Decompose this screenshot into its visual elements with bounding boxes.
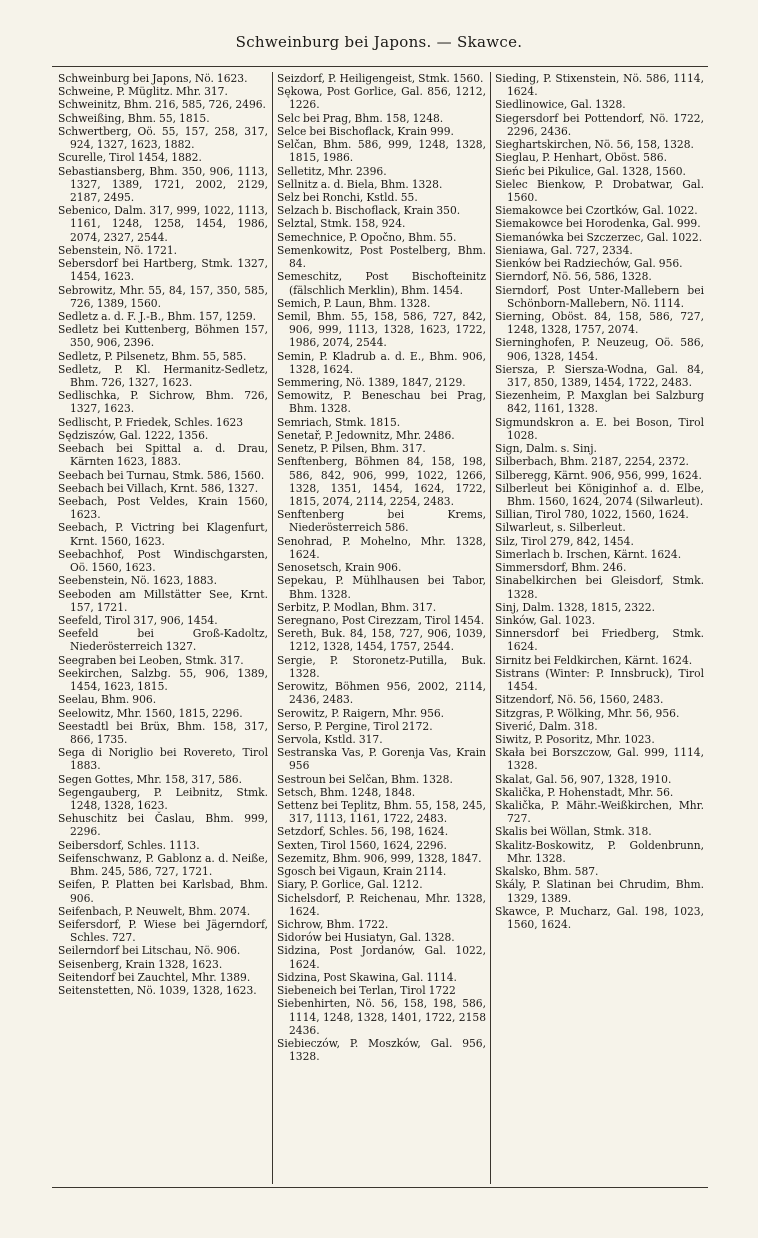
index-entry: Sebenico, Dalm. 317, 999, 1022, 1113, 1161, 1248, 1258, 1454, 1986, 2074, 2327, 2544. xyxy=(58,204,268,244)
index-entry: Silberbach, Bhm. 2187, 2254, 2372. xyxy=(495,455,689,469)
index-entry: Siersza, P. Siersza-Wodna, Gal. 84, 317, 850, 1389, 1454, 1722, 2483. xyxy=(495,362,704,390)
index-entry: Sienków bei Radziechów, Gal. 956. xyxy=(495,257,683,271)
index-entry: Sedletz, P. Kl. Hermanitz-Sedletz, Bhm. 726, 1327, 1623. xyxy=(58,362,268,390)
index-entry: Selzach b. Bischoflack, Krain 350. xyxy=(277,204,461,218)
column-1 xyxy=(54,72,272,1184)
index-entry: Skalsko, Bhm. 587. xyxy=(495,865,599,879)
index-entry: Sedletz, P. Pilsenetz, Bhm. 55, 585. xyxy=(58,349,247,363)
index-entry: Sergie, P. Storonetz-Putilla, Buk. 1328. xyxy=(277,653,486,680)
index-entry: Seelowitz, Mhr. 1560, 1815, 2296. xyxy=(58,706,243,720)
index-entry: Sirnitz bei Feldkirchen, Kärnt. 1624. xyxy=(495,653,693,667)
index-entry: Sinabelkirchen bei Gleisdorf, Stmk. 1328. xyxy=(495,574,704,601)
index-entry: Seebach bei Villach, Krnt. 586, 1327. xyxy=(58,481,259,495)
index-entry: Sinków, Gal. 1023. xyxy=(495,613,596,627)
index-entry: Seitenstetten, Nö. 1039, 1328, 1623. xyxy=(58,984,257,998)
index-entry: Skalis bei Wöllan, Stmk. 318. xyxy=(495,825,652,839)
index-entry: Sexten, Tirol 1560, 1624, 2296. xyxy=(277,838,447,852)
index-entry: Setzdorf, Schles. 56, 198, 1624. xyxy=(277,825,449,839)
index-entry: Sitzendorf, Nö. 56, 1560, 2483. xyxy=(495,693,664,707)
index-entry: Sieding, P. Stixenstein, Nö. 586, 1114, 1624. xyxy=(495,72,704,99)
index-entry: Seefeld, Tirol 317, 906, 1454. xyxy=(58,613,218,627)
index-entry: Sieghartskirchen, Nö. 56, 158, 1328. xyxy=(495,138,694,152)
index-entry: Sinnersdorf bei Friedberg, Stmk. 1624. xyxy=(495,627,704,654)
index-entry: Serbitz, P. Modlan, Bhm. 317. xyxy=(277,600,437,614)
index-entry: Seelau, Bhm. 906. xyxy=(58,693,157,707)
index-entry: Selc bei Prag, Bhm. 158, 1248. xyxy=(277,111,444,125)
index-entry: Sidorów bei Husiatyn, Gal. 1328. xyxy=(277,931,455,945)
index-entry: Sieńc bei Pikulice, Gal. 1328, 1560. xyxy=(495,164,686,178)
index-entry: Sierndorf, Post Unter-Mallebern bei Schönborn-Mallebern, Nö. 1114. xyxy=(495,283,704,310)
index-entry: Siemakowce bei Horodenka, Gal. 999. xyxy=(495,217,701,231)
index-entry: Seisenberg, Krain 1328, 1623. xyxy=(58,957,223,971)
index-entry: Seefeld bei Groß-Kadoltz, Niederösterreich 1327. xyxy=(58,627,268,654)
index-entry: Sedlischt, P. Friedek, Schles. 1623 xyxy=(58,415,244,429)
index-entry: Schweine, P. Müglitz. Mhr. 317. xyxy=(58,85,228,99)
index-entry: Seitendorf bei Zauchtel, Mhr. 1389. xyxy=(58,970,251,984)
index-entry: Sedletz a. d. F. J.-B., Bhm. 157, 1259. xyxy=(58,309,257,323)
index-entry: Sękowa, Post Gorlice, Gal. 856, 1212, 1226. xyxy=(277,85,486,112)
index-entry: Sistrans (Winter: P. Innsbruck), Tirol 1454. xyxy=(495,666,704,694)
index-entry: Sehuschitz bei Časlau, Bhm. 999, 2296. xyxy=(58,812,268,839)
index-entry: Seilerndorf bei Litschau, Nö. 906. xyxy=(58,944,241,958)
index-entry: Sitzgras, P. Wölking, Mhr. 56, 956. xyxy=(495,706,680,720)
index-entry: Sebenstein, Nö. 1721. xyxy=(58,243,178,257)
index-entry: Sedletz bei Kuttenberg, Böhmen 157, 350, 906, 2396. xyxy=(58,323,268,350)
index-entry: Segen Gottes, Mhr. 158, 317, 586. xyxy=(58,772,242,786)
index-entry: Sebersdorf bei Hartberg, Stmk. 1327, 1454, 1623. xyxy=(58,257,268,284)
index-entry: Semin, P. Kladrub a. d. E., Bhm. 906, 1328, 1624. xyxy=(277,349,486,376)
index-entry: Semeschitz, Post Bischofteinitz (fälschlich Merklin), Bhm. 1454. xyxy=(277,270,486,297)
index-entry: Sichelsdorf, P. Reichenau, Mhr. 1328, 1624. xyxy=(277,891,486,918)
index-entry: Siedlinowice, Gal. 1328. xyxy=(495,98,626,112)
index-entry: Schweißing, Bhm. 55, 1815. xyxy=(58,111,210,125)
index-entry: Sepekau, P. Mühlhausen bei Tabor, Bhm. 1328. xyxy=(277,574,486,601)
index-entry: Sellnitz a. d. Biela, Bhm. 1328. xyxy=(277,177,443,191)
index-entry: Sebrowitz, Mhr. 55, 84, 157, 350, 585, 726, 1389, 1560. xyxy=(58,283,268,310)
index-entry: Semenkowitz, Post Postelberg, Bhm. 84. xyxy=(277,243,486,271)
index-entry: Skalitz-Boskowitz, P. Goldenbrunn, Mhr. 1328. xyxy=(495,838,704,865)
index-entry: Skály, P. Slatinan bei Chrudim, Bhm. 1329, 1389. xyxy=(495,878,704,905)
index-entry: Sestranska Vas, P. Gorenja Vas, Krain 956 xyxy=(277,746,486,773)
index-entry: Serowitz, P. Raigern, Mhr. 956. xyxy=(277,706,445,720)
index-entry: Silz, Tirol 279, 842, 1454. xyxy=(495,534,634,548)
index-entry: Seebachhof, Post Windischgarsten, Oö. 1560, 1623. xyxy=(58,547,268,575)
index-entry: Semil, Bhm. 55, 158, 586, 727, 842, 906, 999, 1113, 1328, 1623, 1722, 1986, 2074, 2544. xyxy=(277,309,486,350)
index-entry: Seestadtl bei Brüx, Bhm. 158, 317, 866, 1735. xyxy=(58,719,268,746)
index-entry: Silwarleut, s. Silberleut. xyxy=(495,521,626,535)
index-entry: Skalička, P. Mähr.-Weißkirchen, Mhr. 727. xyxy=(495,799,704,826)
index-entry: Sierning, Oböst. 84, 158, 586, 727, 1248, 1328, 1757, 2074. xyxy=(495,309,704,337)
index-entry: Senftenberg bei Krems, Niederösterreich 586. xyxy=(277,508,486,535)
index-entry: Siary, P. Gorlice, Gal. 1212. xyxy=(277,878,423,892)
index-entry: Seebach bei Spittal a. d. Drau, Kärnten 1623, 1883. xyxy=(58,442,268,469)
index-entry: Settenz bei Teplitz, Bhm. 55, 158, 245, 317, 1113, 1161, 1722, 2483. xyxy=(277,799,486,826)
index-entry: Serowitz, Böhmen 956, 2002, 2114, 2436, 2483. xyxy=(277,680,486,707)
index-entry: Schweinburg bei Japons, Nö. 1623. xyxy=(58,72,248,85)
index-entry: Sichrow, Bhm. 1722. xyxy=(277,918,389,931)
index-entry: Seifenbach, P. Neuwelt, Bhm. 2074. xyxy=(58,904,251,918)
index-entry: Sielec Bienkow, P. Drobatwar, Gal. 1560. xyxy=(495,177,704,204)
header-rule xyxy=(52,66,708,67)
index-entry: Seebenstein, Nö. 1623, 1883. xyxy=(58,574,218,588)
footer-rule xyxy=(52,1187,708,1188)
index-entry: Skawce, P. Mucharz, Gal. 198, 1023, 1560, 1624. xyxy=(495,904,704,931)
index-entry: Seebach, P. Victring bei Klagenfurt, Krnt. 1560, 1623. xyxy=(58,521,268,548)
index-entry: Siebieczów, P. Moszków, Gal. 956, 1328. xyxy=(277,1036,486,1064)
index-entry: Seebach, Post Veldes, Krain 1560, 1623. xyxy=(58,495,268,522)
index-entry: Silberleut bei Königinhof a. d. Elbe, Bhm. 1560, 1624, 2074 (Silwarleut). xyxy=(495,481,704,508)
index-entry: Sieglau, P. Henhart, Oböst. 586. xyxy=(495,151,667,165)
index-entry: Siverić, Dalm. 318. xyxy=(495,719,598,733)
index-entry: Skalat, Gal. 56, 907, 1328, 1910. xyxy=(495,772,672,786)
index-entry: Scurelle, Tirol 1454, 1882. xyxy=(58,151,202,165)
index-entry: Sidzina, Post Skawina, Gal. 1114. xyxy=(277,970,457,984)
index-entry: Segengauberg, P. Leibnitz, Stmk. 1248, 1328, 1623. xyxy=(58,785,268,813)
index-entry: Sestroun bei Selčan, Bhm. 1328. xyxy=(277,772,453,786)
index-entry: Semich, P. Laun, Bhm. 1328. xyxy=(277,296,431,310)
index-entry: Senosetsch, Krain 906. xyxy=(277,561,402,575)
index-entry: Skalička, P. Hohenstadt, Mhr. 56. xyxy=(495,785,674,799)
index-entry: Sieniawa, Gal. 727, 2334. xyxy=(495,243,633,257)
index-entry: Siebeneich bei Terlan, Tirol 1722 xyxy=(277,984,456,998)
index-entry: Siemanówka bei Szczerzec, Gal. 1022. xyxy=(495,230,703,244)
index-entry: Servola, Kstld. 317. xyxy=(277,732,383,746)
index-entry: Sigmundskron a. E. bei Boson, Tirol 1028. xyxy=(495,415,704,442)
index-entry: Siwitz, P. Posoritz, Mhr. 1023. xyxy=(495,732,655,746)
index-entry: Selčan, Bhm. 586, 999, 1248, 1328, 1815, 1986. xyxy=(277,138,486,165)
index-entry: Sierndorf, Nö. 56, 586, 1328. xyxy=(495,270,652,284)
index-entry: Semechnice, P. Opočno, Bhm. 55. xyxy=(277,230,457,244)
index-entry: Senetař, P. Jedownitz, Mhr. 2486. xyxy=(277,428,455,442)
column-3 xyxy=(490,72,708,1184)
index-entry: Semowitz, P. Beneschau bei Prag, Bhm. 1328. xyxy=(277,389,486,416)
index-entry: Sillian, Tirol 780, 1022, 1560, 1624. xyxy=(495,508,689,522)
index-entry: Seizdorf, P. Heiligengeist, Stmk. 1560. xyxy=(277,72,484,85)
index-entry: Seekirchen, Salzbg. 55, 906, 1389, 1454, 1623, 1815. xyxy=(58,666,268,694)
index-entry: Serso, P. Pergine, Tirol 2172. xyxy=(277,719,433,733)
index-entry: Selz bei Ronchi, Kstld. 55. xyxy=(277,190,418,204)
index-entry: Skała bei Borszczow, Gal. 999, 1114, 1328. xyxy=(495,746,704,773)
index-entry: Siezenheim, P. Maxglan bei Salzburg 842, 1161, 1328. xyxy=(495,389,704,416)
index-entry: Seegraben bei Leoben, Stmk. 317. xyxy=(58,653,244,667)
index-entry: Sign, Dalm. s. Sinj. xyxy=(495,442,597,456)
index-entry: Seregnano, Post Cirezzam, Tirol 1454. xyxy=(277,613,485,627)
index-entry: Senohrad, P. Mohelno, Mhr. 1328, 1624. xyxy=(277,534,486,561)
index-entry: Setsch, Bhm. 1248, 1848. xyxy=(277,785,416,799)
index-entry: Seibersdorf, Schles. 1113. xyxy=(58,838,200,852)
index-entry: Simerlach b. Irschen, Kärnt. 1624. xyxy=(495,547,682,561)
index-entry: Schweinitz, Bhm. 216, 585, 726, 2496. xyxy=(58,98,266,112)
index-entry: Senetz, P. Pilsen, Bhm. 317. xyxy=(277,442,426,456)
index-entry: Sgosch bei Vigaun, Krain 2114. xyxy=(277,865,447,879)
index-entry: Sierninghofen, P. Neuzeug, Oö. 586, 906, 1328, 1454. xyxy=(495,336,704,363)
index-entry: Sedlischka, P. Sichrow, Bhm. 726, 1327, 1623. xyxy=(58,389,268,416)
index-entry: Silberegg, Kärnt. 906, 956, 999, 1624. xyxy=(495,468,702,482)
column-2 xyxy=(272,72,490,1184)
index-entry: Schwertberg, Oö. 55, 157, 258, 317, 924, 1327, 1623, 1882. xyxy=(58,124,268,152)
index-entry: Sezemitz, Bhm. 906, 999, 1328, 1847. xyxy=(277,851,482,865)
index-entry: Selztal, Stmk. 158, 924. xyxy=(277,217,406,231)
index-entry: Siebenhirten, Nö. 56, 158, 198, 586, 1114, 1248, 1328, 1401, 1722, 2158 2436. xyxy=(277,997,486,1037)
index-entry: Sinj, Dalm. 1328, 1815, 2322. xyxy=(495,600,656,614)
index-entry: Selce bei Bischoflack, Krain 999. xyxy=(277,124,454,138)
index-entry: Sidzina, Post Jordanów, Gal. 1022, 1624. xyxy=(277,944,486,971)
page-title: Schweinburg bei Japons. — Skawce. xyxy=(235,33,523,51)
index-entry: Sega di Noriglio bei Rovereto, Tirol 1883. xyxy=(58,746,268,773)
index-entry: Semriach, Stmk. 1815. xyxy=(277,415,401,429)
index-entry: Sędziszów, Gal. 1222, 1356. xyxy=(58,428,209,442)
index-columns xyxy=(54,72,708,1184)
index-entry: Seebach bei Turnau, Stmk. 586, 1560. xyxy=(58,468,265,482)
index-entry: Siemakowce bei Czortków, Gal. 1022. xyxy=(495,204,698,218)
index-entry: Senftenberg, Böhmen 84, 158, 198, 586, 842, 906, 999, 1022, 1266, 1328, 1351, 1454, 1624, 1722, 1815, 2074, 2114, 2254, 2483. xyxy=(277,455,486,508)
index-entry: Simmersdorf, Bhm. 246. xyxy=(495,561,627,575)
index-entry: Selletitz, Mhr. 2396. xyxy=(277,164,387,178)
index-entry: Siegersdorf bei Pottendorf, Nö. 1722, 2296, 2436. xyxy=(495,111,704,138)
index-entry: Seifen, P. Platten bei Karlsbad, Bhm. 906. xyxy=(58,878,268,905)
index-entry: Semmering, Nö. 1389, 1847, 2129. xyxy=(277,376,466,390)
index-entry: Seifersdorf, P. Wiese bei Jägerndorf, Schles. 727. xyxy=(58,918,268,945)
index-entry: Seeboden am Millstätter See, Krnt. 157, 1721. xyxy=(58,587,268,614)
index-entry: Sereth, Buk. 84, 158, 727, 906, 1039, 1212, 1328, 1454, 1757, 2544. xyxy=(277,627,486,654)
index-entry: Seifenschwanz, P. Gablonz a. d. Neiße, Bhm. 245, 586, 727, 1721. xyxy=(58,851,268,879)
index-entry: Sebastiansberg, Bhm. 350, 906, 1113, 1327, 1389, 1721, 2002, 2129, 2187, 2495. xyxy=(58,164,268,204)
